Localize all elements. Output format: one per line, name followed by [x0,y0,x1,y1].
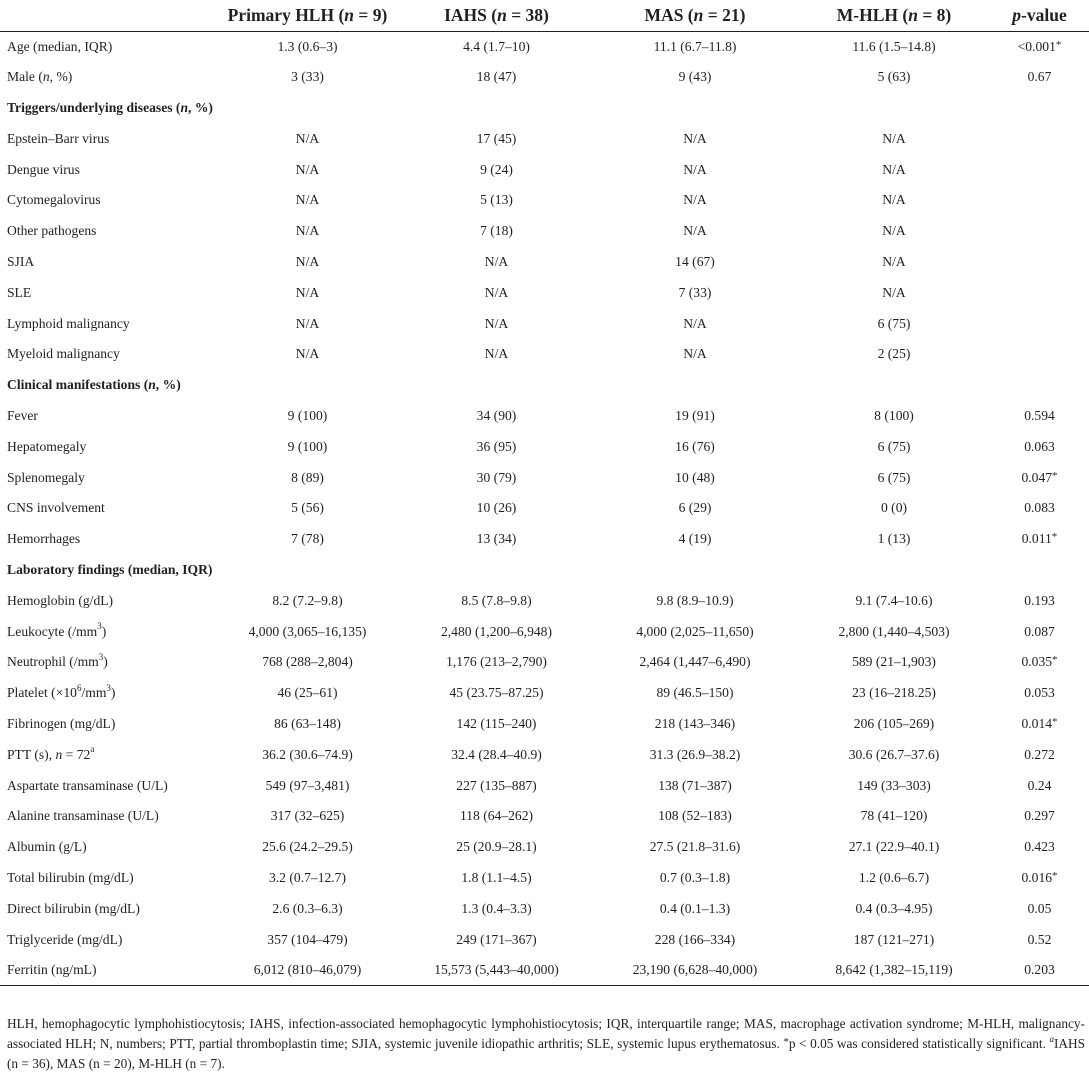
row-label: Age (median, IQR) [7,38,113,54]
value-cell: 0.4 (0.3–4.95) [855,900,933,916]
value-cell: 36.2 (30.6–74.9) [262,746,353,762]
value-cell: 89 (46.5–150) [656,685,734,701]
p-value-cell [990,308,1089,339]
row-label: Neutrophil $(/mm^3)$ [7,651,108,670]
p-value-cell [990,555,1089,586]
value-cell: 25 (20.9–28.1) [456,839,537,855]
p-value-cell [990,277,1089,308]
table-row [0,678,1089,709]
value-cell: 589 (21–1,903) [852,654,936,670]
header-m-hlh: M-HLH (n = 8) [798,0,990,31]
value-cell: N/A [882,284,906,300]
value-cell: 30 (79) [476,469,517,485]
value-cell: 138 (71–387) [658,777,732,793]
header-p-value: p-value [990,0,1089,31]
value-cell: 142 (115–240) [456,715,537,731]
table-row [0,401,1089,432]
row-label: SJIA [7,253,35,269]
row-label: Dengue virus [7,161,80,177]
p-value-cell: 0.24 [1027,777,1052,793]
p-value-cell [990,185,1089,216]
value-cell: 19 (91) [675,407,715,423]
p-value-cell [990,154,1089,185]
value-cell: 46 (25–61) [277,685,338,701]
value-cell: N/A [295,192,320,208]
p-value-cell: 0.014* [1021,715,1058,731]
value-cell: 4.4 (1.7–10) [463,38,530,54]
p-value-cell [990,93,1089,124]
value-cell [401,555,592,586]
row-label: Albumin (g/L) [7,839,87,855]
p-value-cell: 0.05 [1027,900,1052,916]
value-cell: 23 (16–218.25) [852,685,936,701]
value-cell: 6 (75) [877,438,911,454]
row-label: Ferritin (ng/mL) [0,955,214,986]
value-cell: 1.2 (0.6–6.7) [858,869,930,885]
value-cell [401,370,592,401]
p-value-cell [990,216,1089,247]
table-row [0,493,1089,524]
footnote-abbreviations: HLH, hemophagocytic lymphohistiocytosis; IAHS, infection-associated hemophagocytic lymphohistiocytosis; IQR, interquartile range; MAS, macrophage activation syndrome; M-HLH, malignancy-associated HLH; N, numbers; PTT, partial thromboplastin time; SJIA, systemic juvenile idiopathic arthritis; SLE, systemic lupus erythematosus. [7,1016,1085,1051]
value-cell: 18 (47) [476,69,517,85]
footnote-significance: p < 0.05 was considered statistically significant. [788,1036,1050,1051]
value-cell: 0.4 (0.1–1.3) [659,900,731,916]
row-label: Epstein–Barr virus [7,130,110,146]
value-cell: 0 (0) [880,500,908,516]
p-value-cell: 0.52 [1027,931,1052,947]
p-value-cell: 0.297 [1024,808,1055,824]
value-cell: 23,190 (6,628–40,000) [592,955,798,986]
table-row [0,616,1089,647]
p-value-cell: 0.016* [1021,869,1058,885]
table-row [0,955,1089,986]
table-row [0,123,1089,154]
footnote-a-mark: a [1049,1033,1054,1044]
value-cell: N/A [882,130,906,146]
value-cell [214,555,401,586]
p-value-cell: 0.035* [1021,654,1058,670]
value-cell: 8.2 (7.2–9.8) [272,592,343,608]
value-cell: N/A [484,315,509,331]
p-value-cell: 0.594 [1024,407,1055,423]
value-cell: N/A [683,346,707,362]
value-cell: N/A [484,346,509,362]
significance-asterisk: * [1055,38,1062,51]
row-label: Total bilirubin (mg/dL) [7,869,134,885]
row-label: Fever [7,407,38,423]
value-cell: N/A [683,130,707,146]
row-label: Other pathogens [7,223,97,239]
value-cell: 34 (90) [476,407,517,423]
value-cell: 1.3 (0.6–3) [277,38,338,54]
row-label: Hemoglobin (g/dL) [7,592,114,608]
value-cell: N/A [683,315,707,331]
row-label: Triglyceride (mg/dL) [7,931,123,947]
value-cell: 25.6 (24.2–29.5) [262,839,353,855]
table-row [0,462,1089,493]
value-cell: 2,464 (1,447–6,490) [639,654,751,670]
value-cell: 6 (29) [678,500,712,516]
value-cell: N/A [882,223,906,239]
value-cell: 11.6 (1.5–14.8) [852,38,936,54]
table-row [0,154,1089,185]
table-row [0,647,1089,678]
value-cell: 36 (95) [476,438,517,454]
section-header-row [0,93,1089,124]
p-value-cell: 0.047* [1021,469,1058,485]
value-cell: 2.6 (0.3–6.3) [272,900,343,916]
value-cell: 10 (26) [476,500,517,516]
value-cell: 6 (75) [877,315,911,331]
value-cell: 6,012 (810–46,079) [214,955,401,986]
p-value-cell: 0.053 [1024,685,1055,701]
header-empty [0,0,214,31]
p-value-cell: 0.083 [1024,500,1055,516]
value-cell: 9.1 (7.4–10.6) [855,592,933,608]
value-cell: N/A [683,192,707,208]
header-primary-hlh: Primary HLH (n = 9) [214,0,401,31]
row-label: CNS involvement [7,500,105,516]
value-cell: 7 (33) [678,284,712,300]
value-cell: 768 (288–2,804) [262,654,353,670]
value-cell: N/A [295,253,320,269]
value-cell: 8 (100) [874,407,914,423]
row-label: Direct bilirubin (mg/dL) [7,900,140,916]
value-cell: 2 (25) [877,346,911,362]
table-row [0,924,1089,955]
row-label: Hemorrhages [7,531,81,547]
row-label: Alanine transaminase (U/L) [7,808,159,824]
value-cell: 549 (97–3,481) [265,777,350,793]
footnote-a-note: IAHS (n = 36), MAS (n = 20), M-HLH (n = 7). [7,1036,1085,1071]
section-label: Laboratory findings (median, IQR) [7,561,213,577]
value-cell: 8,642 (1,382–15,119) [798,955,990,986]
value-cell [798,93,990,124]
header-mas: MAS (n = 21) [592,0,798,31]
row-label: Cytomegalovirus [7,192,101,208]
value-cell: N/A [295,315,320,331]
value-cell [214,93,401,124]
value-cell: 8 (89) [291,469,324,485]
value-cell: 11.1 (6.7–11.8) [653,38,737,54]
row-label: Leukocyte $(/mm^3)$ [7,621,107,639]
value-cell: N/A [295,223,320,239]
value-cell: 149 (33–303) [857,777,931,793]
table-row [0,770,1089,801]
section-label: Triggers/underlying diseases (n, %) [7,99,213,115]
significance-asterisk: * [1052,715,1058,728]
value-cell: 15,573 (5,443–40,000) [401,955,592,986]
value-cell: 10 (48) [675,469,715,485]
value-cell [592,370,798,401]
row-label: Myeloid malignancy [7,346,120,362]
table-row [0,31,1089,62]
value-cell: 8.5 (7.8–9.8) [461,592,532,608]
value-cell: N/A [295,346,320,362]
p-value-cell: 0.67 [1027,69,1052,85]
value-cell: 9.8 (8.9–10.9) [656,592,734,608]
value-cell: 9 (100) [287,438,328,454]
table-body [0,31,1089,986]
value-cell: 2,480 (1,200–6,948) [440,623,552,639]
value-cell: N/A [683,161,707,177]
value-cell [401,93,592,124]
significance-asterisk: * [1051,531,1058,544]
section-header-row [0,370,1089,401]
value-cell [214,370,401,401]
section-header-row [0,555,1089,586]
p-value-cell: 0.203 [990,955,1089,986]
table-row [0,863,1089,894]
row-label: Male (n, %) [7,69,73,85]
value-cell: 206 (105–269) [853,715,935,731]
table-row [0,339,1089,370]
value-cell: 228 (166–334) [654,931,736,947]
value-cell: N/A [683,223,707,239]
value-cell: 4 (19) [678,531,712,547]
value-cell: 2,800 (1,440–4,503) [838,623,950,639]
table-row [0,739,1089,770]
table-row [0,832,1089,863]
p-value-cell [990,370,1089,401]
value-cell: 3.2 (0.7–12.7) [268,869,347,885]
value-cell: 31.3 (26.9–38.2) [649,746,741,762]
table-header [0,0,1089,31]
value-cell [592,555,798,586]
row-label: Aspartate transaminase (U/L) [7,777,168,793]
table-row [0,801,1089,832]
value-cell: N/A [882,192,906,208]
value-cell: 30.6 (26.7–37.6) [848,746,940,762]
value-cell: 249 (171–367) [456,931,537,947]
value-cell: 1.8 (1.1–4.5) [461,869,532,885]
significance-asterisk: * [1052,469,1058,482]
row-label: Platelet $(\times 10^6/mm^3)$ [7,682,116,701]
p-value-cell: 0.423 [1024,839,1055,855]
value-cell: 357 (104–479) [267,931,348,947]
value-cell: 27.5 (21.8–31.6) [649,839,741,855]
table-row [0,893,1089,924]
p-value-cell: <0.001* [1017,38,1062,54]
value-cell: N/A [882,161,906,177]
value-cell: 5 (56) [291,500,324,516]
value-cell: 45 (23.75–87.25) [449,685,544,701]
value-cell: 6 (75) [877,469,911,485]
row-label: Fibrinogen (mg/dL) [7,715,116,731]
value-cell: 1,176 (213–2,790) [446,654,547,670]
value-cell: 32.4 (28.4–40.9) [451,746,542,762]
value-cell: 187 (121–271) [853,931,935,947]
value-cell: 14 (67) [675,253,715,269]
value-cell: 7 (78) [291,531,324,547]
value-cell: 17 (45) [476,130,517,146]
row-label: SLE [7,284,32,300]
row-label: PTT (s), $n = 72^a$ [7,744,95,762]
p-value-cell: 0.193 [1024,592,1055,608]
value-cell: 227 (135–887) [456,777,537,793]
row-label: Splenomegaly [7,469,85,485]
value-cell: N/A [484,284,509,300]
table-row [0,185,1089,216]
p-value-cell [990,247,1089,278]
value-cell: 218 (143–346) [654,715,736,731]
value-cell: N/A [484,253,509,269]
value-cell: 4,000 (3,065–16,135) [248,623,367,639]
p-value-cell [990,339,1089,370]
value-cell: N/A [295,130,320,146]
table-footnote [7,1014,1085,1074]
p-value-cell: 0.011* [1021,531,1058,547]
value-cell: 9 (100) [287,407,328,423]
table-row [0,277,1089,308]
value-cell: 1 (13) [877,531,911,547]
value-cell: 27.1 (22.9–40.1) [848,839,940,855]
table-row [0,709,1089,740]
value-cell: 86 (63–148) [274,715,341,731]
p-value-cell: 0.063 [1024,438,1055,454]
header-iahs: IAHS (n = 38) [401,0,592,31]
p-value-cell: 0.272 [1024,746,1055,762]
footnote-asterisk: * [783,1036,789,1048]
value-cell: 4,000 (2,025–11,650) [636,623,754,639]
value-cell: 13 (34) [476,531,517,547]
value-cell: N/A [882,253,906,269]
value-cell: 5 (13) [480,192,513,208]
table-row [0,431,1089,462]
value-cell: N/A [295,161,320,177]
table-row [0,524,1089,555]
value-cell: 16 (76) [675,438,715,454]
value-cell: 3 (33) [291,69,324,85]
value-cell [798,555,990,586]
table-row [0,308,1089,339]
value-cell: 9 (24) [480,161,513,177]
table-row [0,216,1089,247]
value-cell: 1.3 (0.4–3.3) [461,900,532,916]
value-cell: 108 (52–183) [658,808,732,824]
row-label: Hepatomegaly [7,438,87,454]
value-cell: 0.7 (0.3–1.8) [659,869,731,885]
p-value-cell: 0.087 [1024,623,1055,639]
significance-asterisk: * [1052,654,1058,667]
value-cell [798,370,990,401]
value-cell: 9 (43) [678,69,712,85]
value-cell: 7 (18) [480,223,513,239]
table-row [0,62,1089,93]
value-cell: 118 (64–262) [459,808,534,824]
table-row [0,247,1089,278]
value-cell [592,93,798,124]
value-cell: 78 (41–120) [860,808,928,824]
value-cell: 5 (63) [877,69,911,85]
table-row [0,585,1089,616]
significance-asterisk: * [1052,869,1058,882]
value-cell: 317 (32–625) [270,808,345,824]
section-label: Clinical manifestations (n, %) [7,377,181,393]
p-value-cell [990,123,1089,154]
row-label: Lymphoid malignancy [7,315,130,331]
value-cell: N/A [295,284,320,300]
